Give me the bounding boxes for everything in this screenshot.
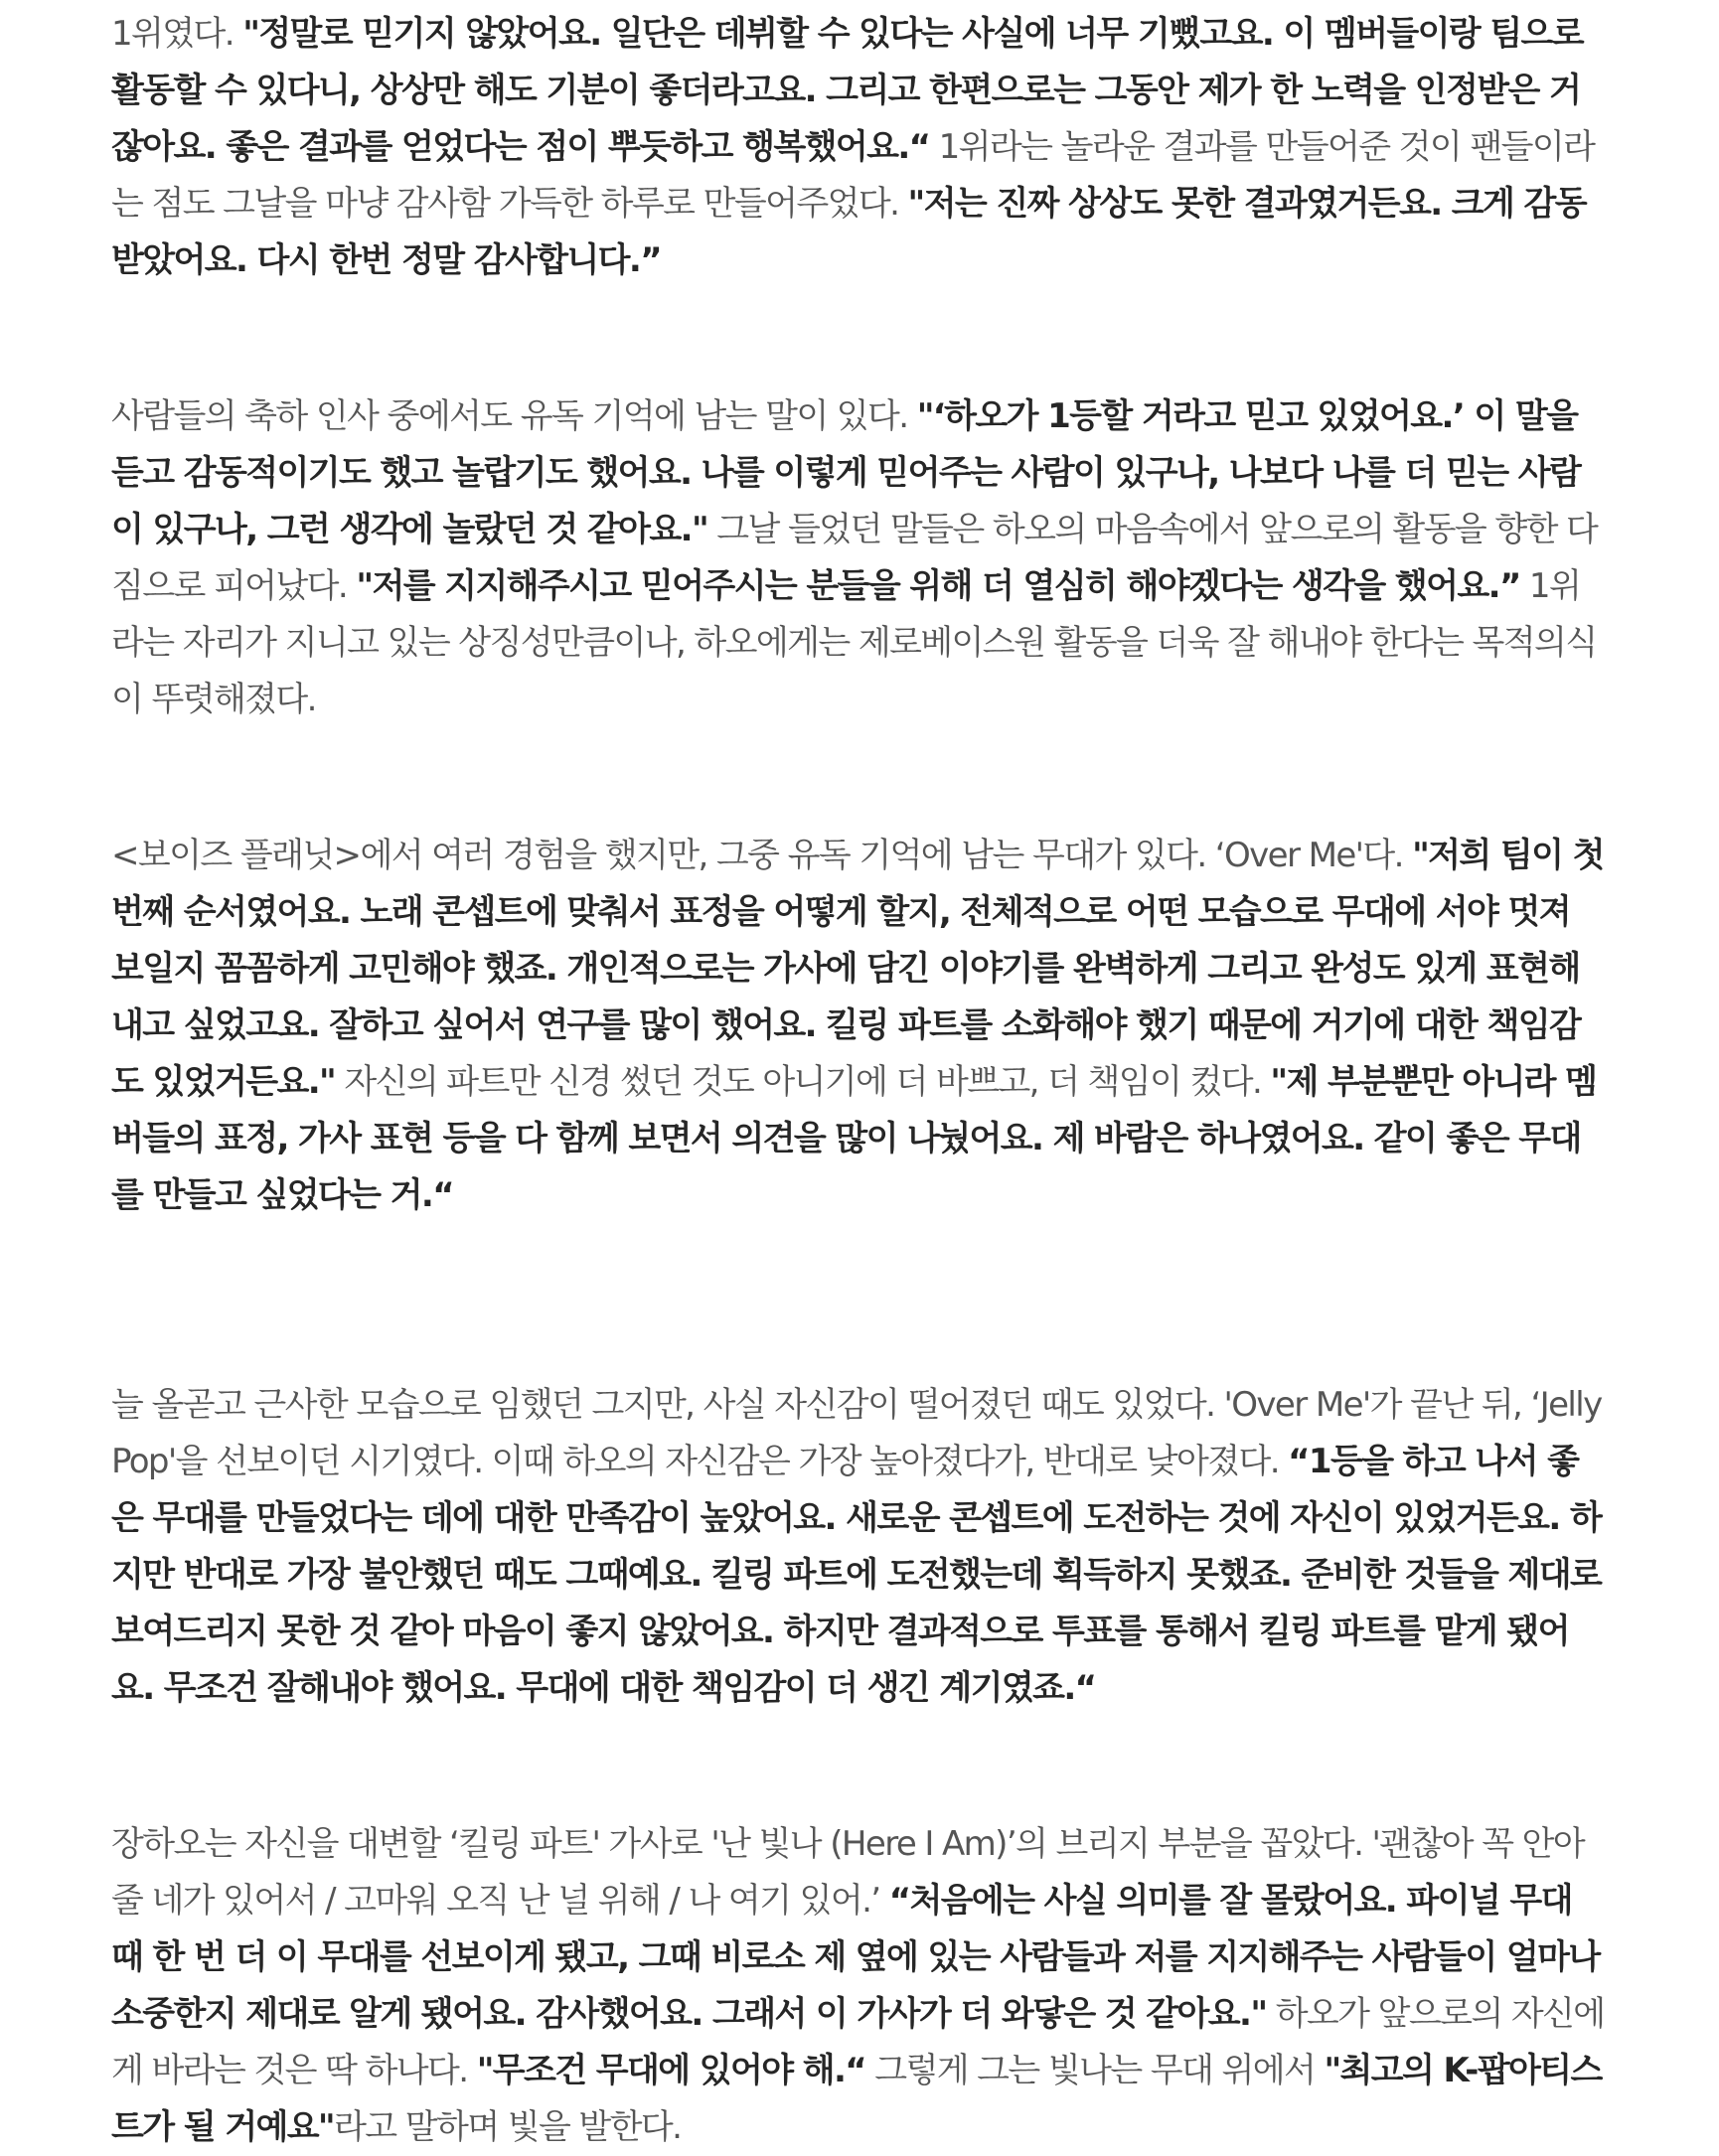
paragraph-4: [111, 1377, 1612, 1717]
quote-text: "저를 지지해주시고 믿어주시는 분들을 위해 더 열심히 해야겠다는 생각을 했어요.”: [356, 566, 1520, 606]
paragraph-2: [111, 388, 1608, 728]
quote-text: "저희 팀이 첫 번째 순서였어요. 노래 콘셉트에 맞춰서 표정을 어떻게 할지, 전체적으로 어떤 모습으로 무대에 서야 멋져 보일지 꼼꼼하게 고민해야 했죠. 개인적으로는 가사에 담긴 이야기를 완벽하게 그리고 완성도 있게 표현해내고 싶었고요. 잘하고 싶어서 연구를 많이 했어요. 킬링 파트를 소화해야 했기 때문에 거기에 대한 책임감도 있었거든요.": [111, 836, 1615, 1102]
narration-text: 사람들의 축하 인사 중에서도 유독 기억에 남는 말이 있다.: [111, 396, 917, 436]
quote-text: "‘하오가 1등할 거라고 믿고 있었어요.’ 이 말을 듣고 감동적이기도 했고 놀랍기도 했어요. 나를 이렇게 믿어주는 사람이 있구나, 나보다 나를 더 믿는 사람이 있구나, 그런 생각에 놀랐던 것 같아요.": [111, 396, 1588, 549]
narration-text: 라고 말하며 빛을 발한다.: [334, 2107, 682, 2147]
narration-text: 늘 올곧고 근사한 모습으로 임했던 그지만, 사실 자신감이 떨어졌던 때도 있었다. 'Over Me'가 끝난 뒤, ‘Jelly Pop'을 선보이던 시기였다. 이때 하오의 자신감은 가장 높아졌다가, 반대로 낮아졌다.: [111, 1385, 1611, 1481]
narration-text: 하오가 앞으로의 자신에게 바라는 것은 딱 하나다.: [111, 1994, 1605, 2090]
paragraph-3: [111, 828, 1615, 1224]
narration-text: 1위라는 놀라운 결과를 만들어준 것이 팬들이라는 점도 그날을 마냥 감사함 가득한 하루로 만들어주었다.: [111, 127, 1595, 224]
quote-text: “1등을 하고 나서 좋은 무대를 만들었다는 데에 대한 만족감이 높았어요. 새로운 콘셉트에 도전하는 것에 자신이 있었거든요. 하지만 반대로 가장 불안했던 때도 그때예요. 킬링 파트에 도전했는데 획득하지 못했죠. 준비한 것들을 제대로 보여드리지 못한 것 같아 마음이 좋지 않았어요. 하지만 결과적으로 투표를 통해서 킬링 파트를 맡게 됐어요. 무조건 잘해내야 했어요. 무대에 대한 책임감이 더 생긴 계기였죠.“: [111, 1442, 1612, 1708]
narration-text: <보이즈 플래닛>에서 여러 경험을 했지만, 그중 유독 기억에 남는 무대가 있다. ‘Over Me'다.: [111, 836, 1413, 875]
narration-text: 그렇게 그는 빛나는 무대 위에서: [865, 2051, 1325, 2090]
quote-text: "저는 진짜 상상도 못한 결과였거든요. 크게 감동받았어요. 다시 한번 정말 감사합니다.”: [111, 184, 1586, 280]
narration-text: 자신의 파트만 신경 썼던 것도 아니기에 더 바쁘고, 더 책임이 컸다.: [335, 1062, 1271, 1102]
quote-text: “처음에는 사실 의미를 잘 몰랐어요. 파이널 무대 때 한 번 더 이 무대를 선보이게 됐고, 그때 비로소 제 옆에 있는 사람들과 저를 지지해주는 사람들이 얼마나 소중한지 제대로 알게 됐어요. 감사했어요. 그래서 이 가사가 더 와닿은 것 같아요.": [111, 1881, 1610, 2034]
paragraph-5: [111, 1816, 1608, 2156]
quote-text: "정말로 믿기지 않았어요. 일단은 데뷔할 수 있다는 사실에 너무 기뻤고요. 이 멤버들이랑 팀으로 활동할 수 있다니, 상상만 해도 기분이 좋더라고요. 그리고 한편으로는 그동안 제가 한 노력을 인정받은 거잖아요. 좋은 결과를 얻었다는 점이 뿌듯하고 행복했어요.“: [111, 14, 1594, 167]
article-body: [111, 6, 1615, 2156]
quote-text: "제 부분뿐만 아니라 멤버들의 표정, 가사 표현 등을 다 함께 보면서 의견을 많이 나눴어요. 제 바람은 하나였어요. 같이 좋은 무대를 만들고 싶었다는 거.“: [111, 1062, 1597, 1215]
quote-text: "무조건 무대에 있어야 해.“: [476, 2051, 866, 2090]
narration-text: 그날 들었던 말들은 하오의 마음속에서 앞으로의 활동을 향한 다짐으로 피어났다.: [111, 510, 1598, 606]
quote-text: "최고의 K-팝아티스트가 될 거예요": [111, 2051, 1602, 2147]
narration-text: 1위였다.: [111, 14, 243, 54]
paragraph-1: [111, 6, 1608, 289]
narration-text: 1위라는 자리가 지니고 있는 상징성만큼이나, 하오에게는 제로베이스원 활동을 더욱 잘 해내야 한다는 목적의식이 뚜렷해졌다.: [111, 566, 1597, 719]
narration-text: 장하오는 자신을 대변할 ‘킬링 파트' 가사로 '난 빛나 (Here I Am)’의 브리지 부분을 꼽았다. '괜찮아 꼭 안아줄 네가 있어서 / 고마워 오직 난 널 위해 / 나 여기 있어.’: [111, 1824, 1585, 1921]
